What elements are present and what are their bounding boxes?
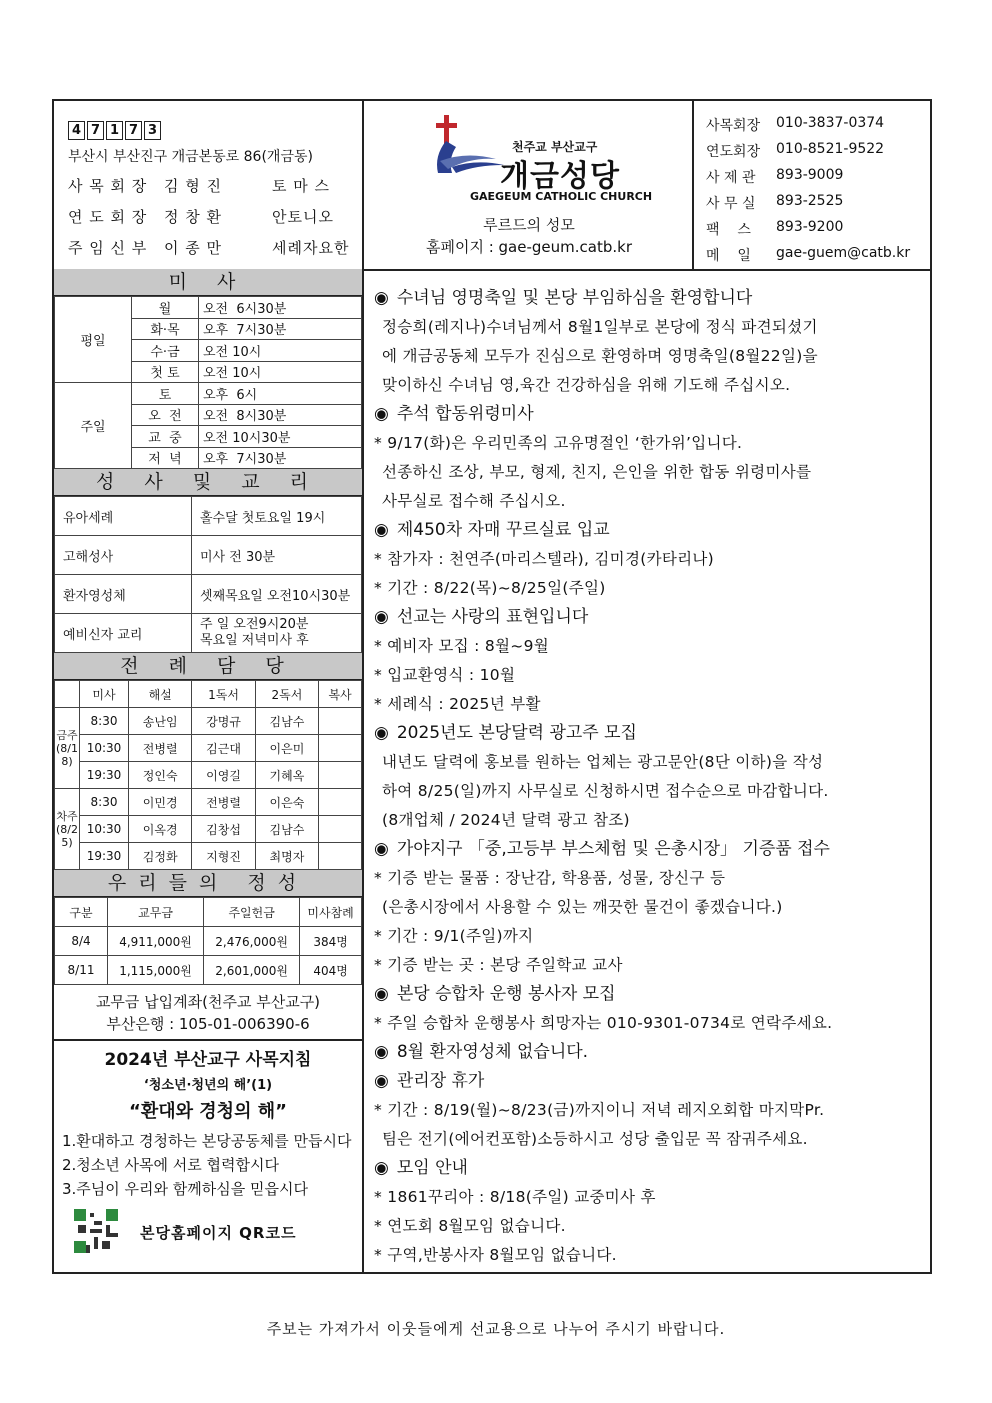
account-line: 교무금 납입계좌(천주교 부산교구) xyxy=(95,993,321,1011)
pastoral-policy xyxy=(54,1041,362,1201)
notice-line: * 기간 : 8/22(목)~8/25일(주일) xyxy=(374,579,606,597)
notice-heading xyxy=(374,284,930,313)
notice-line: * 입교환영식 : 10월 xyxy=(374,666,516,684)
offering-header: 주일헌금 xyxy=(204,898,300,927)
church-motto: 루르드의 성모 xyxy=(483,216,575,234)
notice-line: * 세례식 : 2025년 부활 xyxy=(374,695,541,713)
policy-slogan: “환대와 경청의 해” xyxy=(129,1101,287,1122)
offering-cell: 2,601,000원 xyxy=(204,956,300,985)
table-row xyxy=(55,536,362,575)
table-row xyxy=(55,816,362,843)
liturgy-cell: 8:30 xyxy=(80,789,129,816)
notice-line: 선종하신 조상, 부모, 형제, 친지, 은인을 위한 합동 위령미사를 xyxy=(382,463,812,481)
liturgy-cell: 김정화 xyxy=(129,843,192,870)
liturgy-section-title: 전 례 담 당 xyxy=(54,653,362,680)
offering-cell: 8/11 xyxy=(55,956,108,985)
staff-row xyxy=(68,175,362,196)
bullet-icon: ◉ xyxy=(374,520,389,540)
liturgy-cell: 이은미 xyxy=(255,735,318,762)
policy-item: 3.주님이 우리와 함께하심을 믿읍시다 xyxy=(62,1180,308,1198)
bullet-icon: ◉ xyxy=(374,288,389,308)
contact-value: 893-2525 xyxy=(776,193,844,209)
notice-line: (은총시장에서 사용할 수 있는 깨끗한 물건이 좋겠습니다.) xyxy=(382,898,783,916)
staff-saint: 안토니오 xyxy=(272,208,334,226)
liturgy-cell: 김남수 xyxy=(255,816,318,843)
contact-row xyxy=(706,219,930,239)
weekday-label: 평일 xyxy=(55,297,132,383)
sacrament-value-line: 목요일 저녁미사 후 xyxy=(200,633,309,648)
liturgy-cell: 강명규 xyxy=(192,708,255,735)
liturgy-cell: 지형진 xyxy=(192,843,255,870)
contact-row xyxy=(706,245,930,265)
notice-heading-text: 관리장 휴가 xyxy=(396,1071,485,1091)
mass-day: 교 중 xyxy=(132,426,199,448)
contact-row xyxy=(706,141,930,161)
church-english-name: GAEGEUM CATHOLIC CHURCH xyxy=(470,190,653,203)
liturgy-group-label: 차주(8/25) xyxy=(55,789,80,870)
contact-value: gae-guem@catb.kr xyxy=(776,245,911,261)
staff-role: 사 목 회 장 xyxy=(68,177,148,195)
contact-key: 사목회장 xyxy=(706,118,761,134)
mass-time: 오전 10시 xyxy=(199,361,362,383)
bullet-icon: ◉ xyxy=(374,404,389,424)
offering-header: 미사참례 xyxy=(300,898,362,927)
notice-heading xyxy=(374,516,930,545)
notice-line: * 9/17(화)은 우리민족의 고유명절인 ‘한가위’입니다. xyxy=(374,434,743,452)
notice-line: * 연도회 8월모임 없습니다. xyxy=(374,1217,566,1235)
notice-line: (8개업체 / 2024년 달력 광고 참조) xyxy=(382,811,630,829)
contact-value: 010-8521-9522 xyxy=(776,141,885,157)
offering-table xyxy=(54,897,362,985)
church-subtitle: 천주교 부산교구 xyxy=(512,140,598,154)
notice-heading-text: 수녀님 영명축일 및 본당 부임하심을 환영합니다 xyxy=(396,288,753,308)
sunday-label: 주일 xyxy=(55,383,132,469)
header-left xyxy=(54,101,364,269)
account-box xyxy=(54,985,362,1041)
zip-digit: 7 xyxy=(87,121,104,140)
mass-day: 오 전 xyxy=(132,404,199,426)
liturgy-cell: 최명자 xyxy=(255,843,318,870)
liturgy-cell: 이영길 xyxy=(192,762,255,789)
notice-line: * 기간 : 8/19(월)~8/23(금)까지이니 저녁 레지오회합 마지막Pr. xyxy=(374,1101,825,1119)
liturgy-header: 2독서 xyxy=(255,681,318,708)
bullet-icon: ◉ xyxy=(374,1071,389,1091)
mass-time: 오전 8시30분 xyxy=(199,404,362,426)
table-row xyxy=(55,708,362,735)
sacrament-section-title: 성 사 및 교 리 xyxy=(54,469,362,496)
sacrament-key: 환자영성체 xyxy=(55,575,192,614)
mass-day: 첫 토 xyxy=(132,361,199,383)
liturgy-header: 복사 xyxy=(319,681,362,708)
notice-line: * 1861꾸리아 : 8/18(주일) 교중미사 후 xyxy=(374,1188,656,1206)
contact-row xyxy=(706,167,930,187)
liturgy-cell: 기혜옥 xyxy=(255,762,318,789)
staff-role: 연 도 회 장 xyxy=(68,208,148,226)
offering-cell: 4,911,000원 xyxy=(108,927,204,956)
notice-line: * 구역,반봉사자 8월모임 없습니다. xyxy=(374,1246,617,1264)
liturgy-header: 1독서 xyxy=(192,681,255,708)
staff-name: 정 창 환 xyxy=(164,208,223,226)
bullet-icon: ◉ xyxy=(374,984,389,1004)
notice-heading-text: 선교는 사랑의 표현입니다 xyxy=(396,607,589,627)
mass-day: 저 녁 xyxy=(132,447,199,469)
table-row xyxy=(55,898,362,927)
policy-subtitle: ‘청소년·청년의 해’(1) xyxy=(143,1078,273,1093)
table-row xyxy=(55,843,362,870)
liturgy-cell: 10:30 xyxy=(80,816,129,843)
contact-key: 메 일 xyxy=(706,248,751,264)
sacrament-value-line: 주 일 오전9시20분 xyxy=(200,617,309,632)
liturgy-cell: 김근대 xyxy=(192,735,255,762)
policy-title: 2024년 부산교구 사목지침 xyxy=(104,1050,312,1070)
notices-column xyxy=(366,269,930,1274)
contact-value: 010-3837-0374 xyxy=(776,115,885,131)
contact-value: 893-9200 xyxy=(776,219,844,235)
homepage: 홈페이지 : gae-geum.catb.kr xyxy=(425,238,632,256)
notice-heading xyxy=(374,980,930,1009)
church-name: 개금성당 xyxy=(500,159,620,194)
sacrament-table xyxy=(54,496,362,653)
staff-row xyxy=(68,206,362,227)
liturgy-group-label: 금주(8/18) xyxy=(55,708,80,789)
mass-time: 오전 10시30분 xyxy=(199,426,362,448)
liturgy-cell: 김남수 xyxy=(255,708,318,735)
notice-heading xyxy=(374,603,930,632)
sacrament-value: 셋째목요일 오전10시30분 xyxy=(192,575,362,614)
staff-name: 이 종 만 xyxy=(164,239,223,257)
contact-key: 연도회장 xyxy=(706,144,761,160)
mass-section-title: 미 사 xyxy=(54,269,362,296)
notice-line: 정승희(레지나)수녀님께서 8월1일부로 본당에 정식 파견되셨기 xyxy=(382,318,818,336)
offering-section-title: 우리들의 정성 xyxy=(54,870,362,897)
liturgy-cell: 이민경 xyxy=(129,789,192,816)
contact-key: 사 제 관 xyxy=(706,170,756,186)
contact-key: 팩 스 xyxy=(706,222,751,238)
staff-saint: 세례자요한 xyxy=(272,239,350,257)
staff-name: 김 형 진 xyxy=(164,177,223,195)
qr-code-label: 본당홈페이지 QR코드 xyxy=(140,1224,297,1242)
header-center xyxy=(364,101,694,269)
address: 부산시 부산진구 개금본동로 86(개금동) xyxy=(68,149,313,165)
staff-role: 주 임 신 부 xyxy=(68,239,148,257)
notice-heading xyxy=(374,1038,930,1067)
liturgy-table xyxy=(54,680,362,870)
notice-heading-text: 추석 합동위령미사 xyxy=(396,404,534,424)
offering-cell: 384명 xyxy=(300,927,362,956)
mass-time: 오후 7시30분 xyxy=(199,318,362,340)
notice-line: * 주일 승합차 운행봉사 희망자는 010-9301-0734로 연락주세요. xyxy=(374,1014,833,1032)
table-row xyxy=(55,956,362,985)
sacrament-value: 홀수달 첫토요일 19시 xyxy=(192,497,362,536)
sacrament-key: 고해성사 xyxy=(55,536,192,575)
bullet-icon: ◉ xyxy=(374,723,389,743)
liturgy-header: 미사 xyxy=(80,681,129,708)
policy-item: 1.환대하고 경청하는 본당공동체를 만듭시다 xyxy=(62,1132,352,1150)
sacrament-key: 예비신자 교리 xyxy=(55,614,192,653)
sacrament-value: 미사 전 30분 xyxy=(192,536,362,575)
zip-code xyxy=(68,121,362,140)
mass-time: 오후 7시30분 xyxy=(199,447,362,469)
mass-day: 화·목 xyxy=(132,318,199,340)
liturgy-cell: 이은숙 xyxy=(255,789,318,816)
notice-heading-text: 2025년도 본당달력 광고주 모집 xyxy=(396,723,637,743)
notice-heading xyxy=(374,1067,930,1096)
table-row xyxy=(55,789,362,816)
notice-line: 팀은 전기(에어컨포함)소등하시고 성당 출입문 꼭 잠궈주세요. xyxy=(382,1130,808,1148)
qr-code-icon[interactable] xyxy=(74,1209,118,1253)
sacrament-value xyxy=(192,614,362,653)
liturgy-cell xyxy=(319,789,362,816)
table-row xyxy=(55,762,362,789)
contact-row xyxy=(706,115,930,135)
notice-heading-text: 제450차 자매 꾸르실료 입교 xyxy=(396,520,610,540)
notice-line: * 참가자 : 천연주(마리스텔라), 김미경(카타리나) xyxy=(374,550,715,568)
policy-item: 2.청소년 사목에 서로 협력합시다 xyxy=(62,1156,279,1174)
zip-digit: 4 xyxy=(68,121,85,140)
liturgy-cell xyxy=(319,843,362,870)
liturgy-cell: 8:30 xyxy=(80,708,129,735)
table-row xyxy=(55,383,362,405)
offering-header: 교무금 xyxy=(108,898,204,927)
contact-value: 893-9009 xyxy=(776,167,844,183)
offering-cell: 2,476,000원 xyxy=(204,927,300,956)
header xyxy=(54,101,930,271)
zip-digit: 1 xyxy=(106,121,123,140)
church-logo-icon xyxy=(426,111,506,191)
bullet-icon: ◉ xyxy=(374,1158,389,1178)
notice-heading-text: 가야지구 「중,고등부 부스체험 및 은총시장」 기증품 접수 xyxy=(396,839,830,859)
table-row xyxy=(55,575,362,614)
mass-time: 오전 6시30분 xyxy=(199,297,362,319)
table-row xyxy=(55,297,362,319)
mass-day: 월 xyxy=(132,297,199,319)
liturgy-cell xyxy=(319,735,362,762)
table-row xyxy=(55,497,362,536)
zip-digit: 3 xyxy=(144,121,161,140)
offering-cell: 404명 xyxy=(300,956,362,985)
offering-cell: 8/4 xyxy=(55,927,108,956)
table-row xyxy=(55,681,362,708)
header-contacts xyxy=(694,101,930,269)
notice-heading xyxy=(374,719,930,748)
staff-saint: 토 마 스 xyxy=(272,177,331,195)
bulletin-frame xyxy=(52,99,932,1274)
table-row xyxy=(55,614,362,653)
liturgy-header: 해설 xyxy=(129,681,192,708)
staff-row xyxy=(68,237,362,258)
liturgy-cell: 김창섭 xyxy=(192,816,255,843)
offering-header: 구분 xyxy=(55,898,108,927)
bullet-icon: ◉ xyxy=(374,839,389,859)
liturgy-cell xyxy=(319,816,362,843)
left-column xyxy=(54,269,364,1274)
notice-line: 맞이하신 수녀님 영,육간 건강하심을 위해 기도해 주십시오. xyxy=(382,376,791,394)
notice-line: 사무실로 접수해 주십시오. xyxy=(382,492,566,510)
notice-heading xyxy=(374,400,930,429)
liturgy-cell: 19:30 xyxy=(80,843,129,870)
bullet-icon: ◉ xyxy=(374,607,389,627)
notice-heading xyxy=(374,835,930,864)
mass-time: 오후 6시 xyxy=(199,383,362,405)
mass-table xyxy=(54,296,362,469)
notice-heading-text: 8월 환자영성체 없습니다. xyxy=(396,1042,589,1062)
liturgy-cell: 이옥경 xyxy=(129,816,192,843)
liturgy-cell: 전병렬 xyxy=(129,735,192,762)
notice-line: * 기증 받는 물품 : 장난감, 학용품, 성물, 장신구 등 xyxy=(374,869,726,887)
table-row xyxy=(55,735,362,762)
notice-line: * 기간 : 9/1(주일)까지 xyxy=(374,927,534,945)
liturgy-cell: 10:30 xyxy=(80,735,129,762)
account-line: 부산은행 : 105-01-006390-6 xyxy=(106,1015,310,1033)
notice-heading-text: 본당 승합차 운행 봉사자 모집 xyxy=(396,984,616,1004)
notice-line: 내년도 달력에 홍보를 원하는 업체는 광고문안(8단 이하)을 작성 xyxy=(382,753,824,771)
bullet-icon: ◉ xyxy=(374,1042,389,1062)
liturgy-cell: 19:30 xyxy=(80,762,129,789)
liturgy-cell: 전병렬 xyxy=(192,789,255,816)
notice-heading xyxy=(374,1154,930,1183)
liturgy-corner xyxy=(55,681,80,708)
zip-digit: 7 xyxy=(125,121,142,140)
contact-key: 사 무 실 xyxy=(706,196,756,212)
offering-cell: 1,115,000원 xyxy=(108,956,204,985)
liturgy-cell: 송난임 xyxy=(129,708,192,735)
liturgy-cell: 정인숙 xyxy=(129,762,192,789)
mass-time: 오전 10시 xyxy=(199,340,362,362)
mass-day: 토 xyxy=(132,383,199,405)
table-row xyxy=(55,927,362,956)
contact-row xyxy=(706,193,930,213)
sacrament-key: 유아세례 xyxy=(55,497,192,536)
notice-line: * 기증 받는 곳 : 본당 주일학교 교사 xyxy=(374,956,623,974)
footer-note: 주보는 가져가서 이웃들에게 선교용으로 나누어 주시기 바랍니다. xyxy=(266,1320,726,1338)
liturgy-cell xyxy=(319,708,362,735)
notice-line: * 예비자 모집 : 8월~9월 xyxy=(374,637,550,655)
notice-line: 하여 8/25(일)까지 사무실로 신청하시면 접수순으로 마감합니다. xyxy=(382,782,829,800)
notice-heading-text: 모임 안내 xyxy=(396,1158,468,1178)
liturgy-cell xyxy=(319,762,362,789)
notice-line: 에 개금공동체 모두가 진심으로 환영하며 영명축일(8월22일)을 xyxy=(382,347,818,365)
mass-day: 수·금 xyxy=(132,340,199,362)
